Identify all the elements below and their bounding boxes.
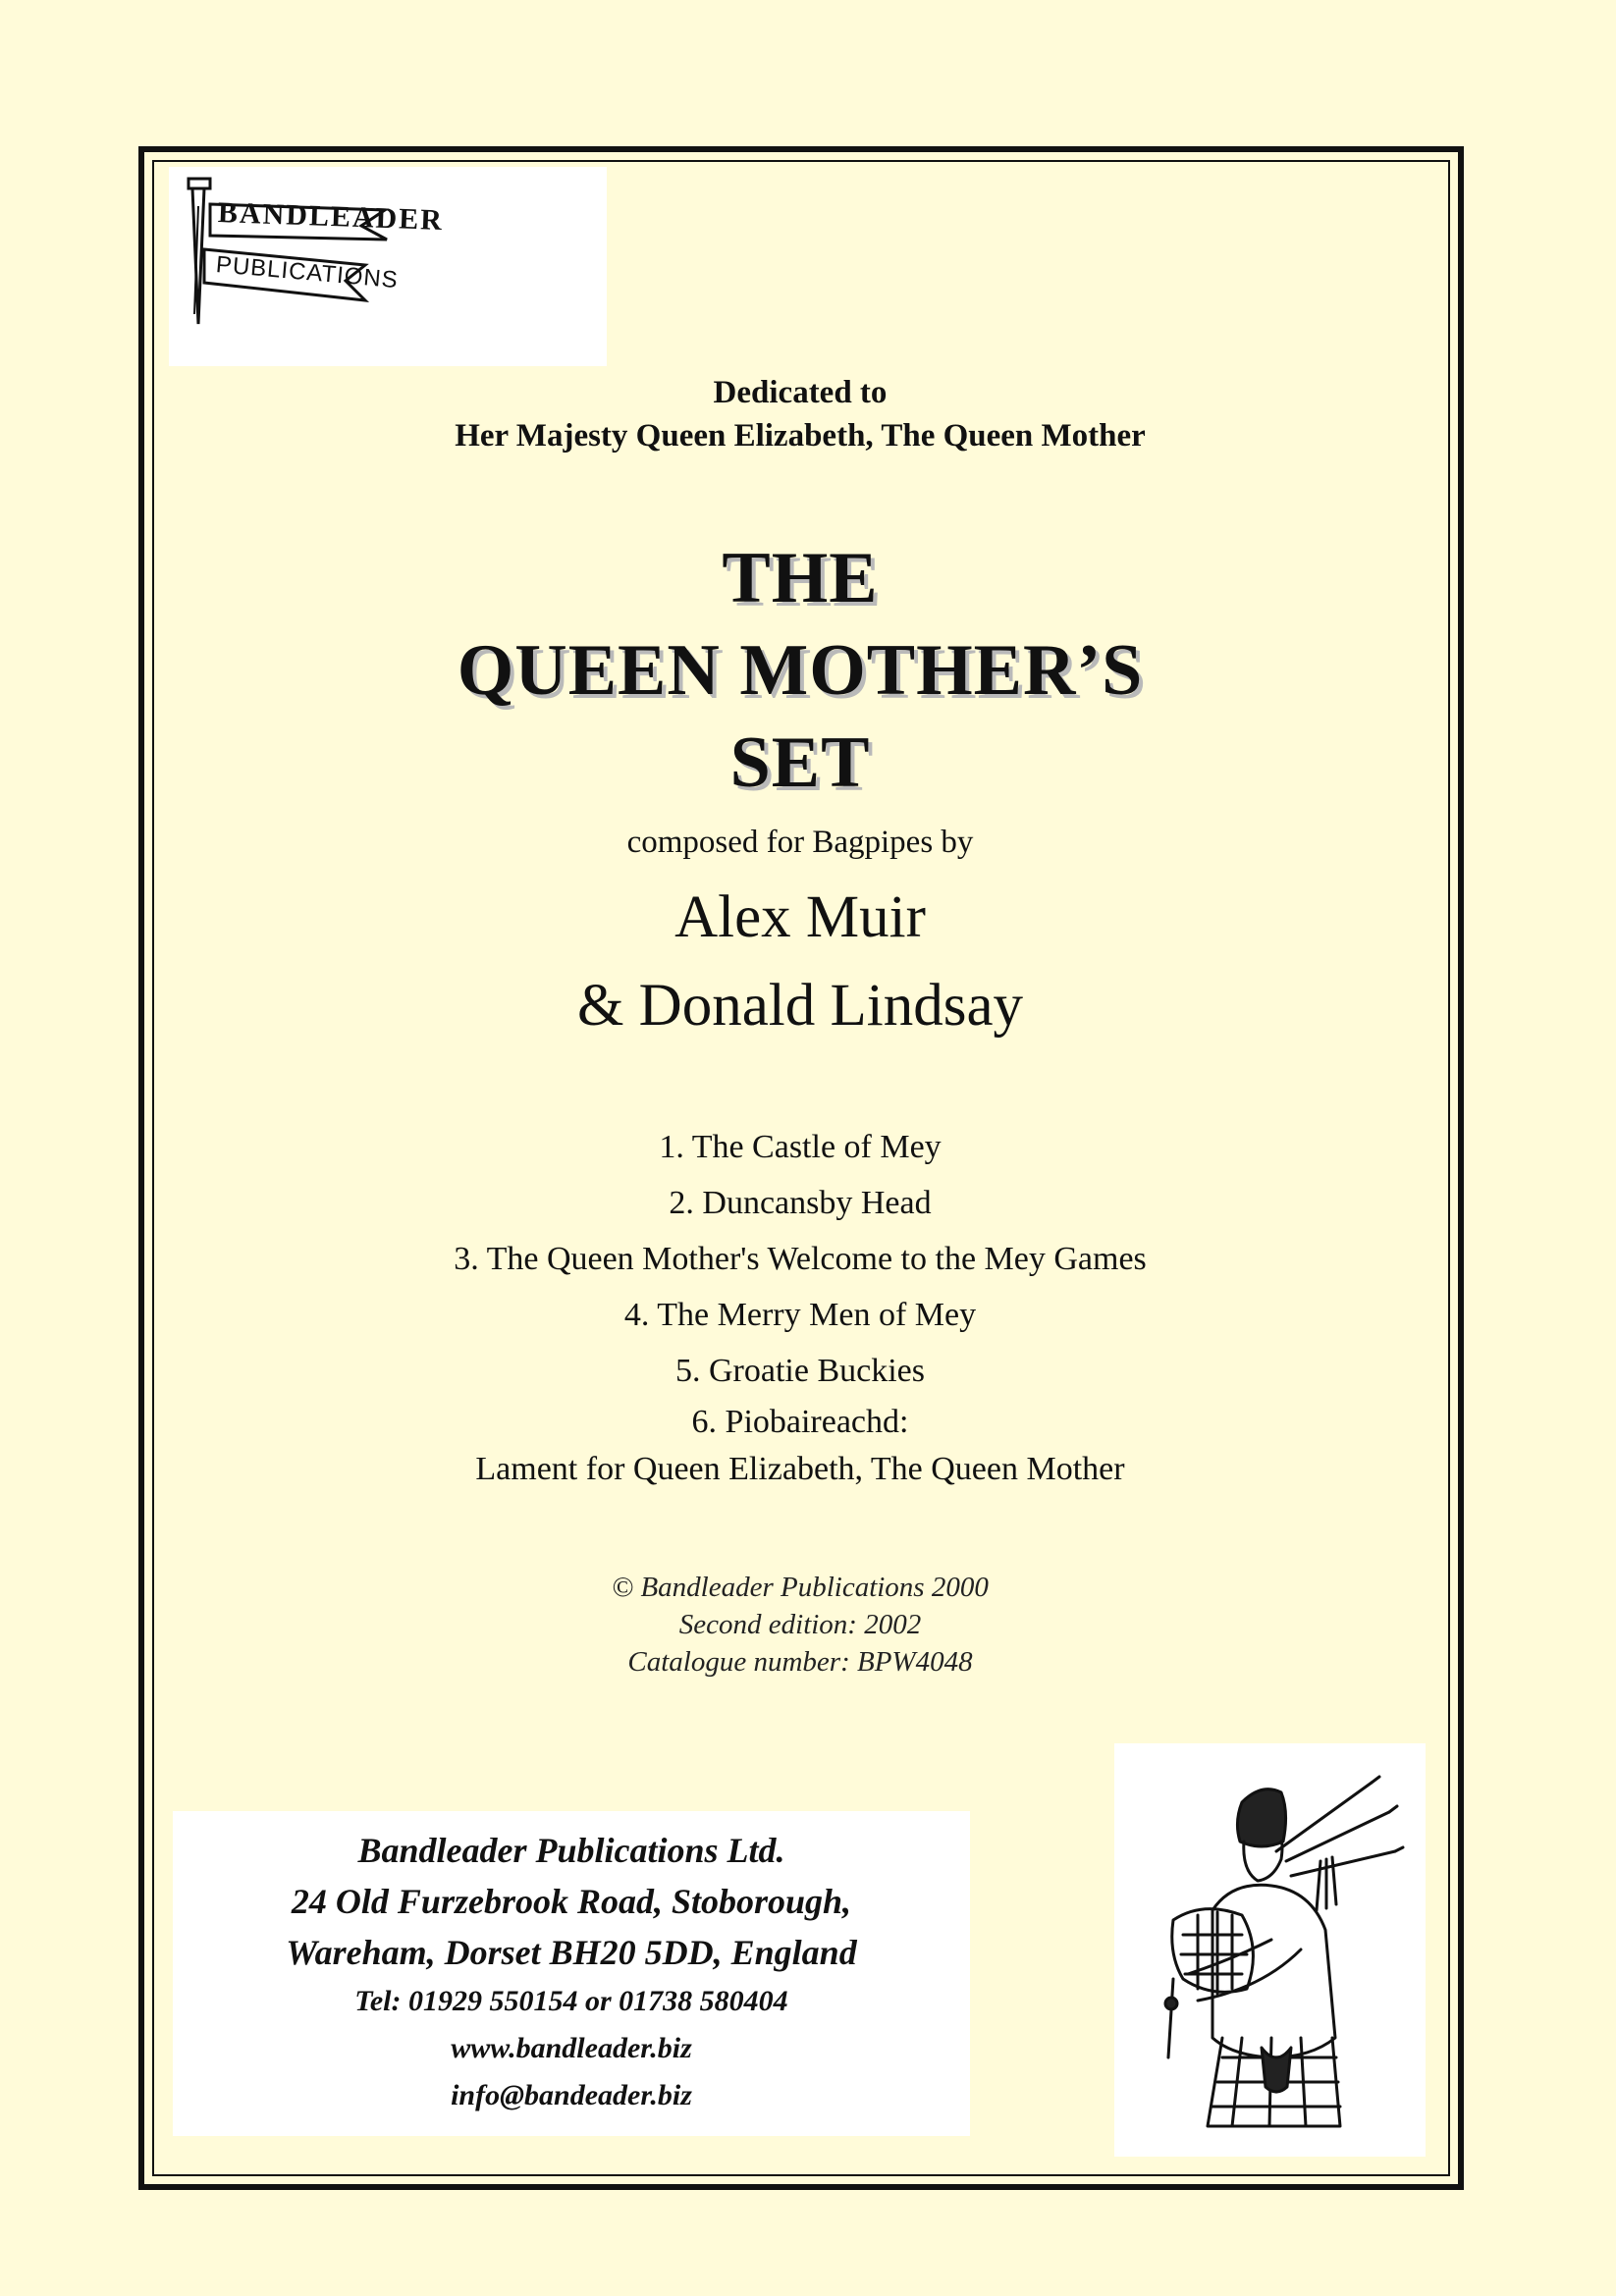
logo-line1: BANDLEADER <box>217 196 445 238</box>
address-street: 24 Old Furzebrook Road, Stoborough, <box>291 1882 852 1921</box>
tune-list <box>157 1119 1443 1493</box>
dedication-line1: Dedicated to <box>713 375 888 410</box>
company-name: Bandleader Publications Ltd. <box>357 1831 785 1870</box>
list-item: 2. Duncansby Head <box>669 1185 932 1221</box>
composer-2: & Donald Lindsay <box>576 973 1024 1039</box>
list-item: 1. The Castle of Mey <box>659 1129 942 1165</box>
bagpiper-icon <box>1114 1743 1426 2157</box>
bandleader-logo <box>169 167 607 366</box>
copyright-line2: Second edition: 2002 <box>678 1609 922 1640</box>
list-item: 5. Groatie Buckies <box>675 1353 925 1389</box>
catalogue-number: Catalogue number: BPW4048 <box>627 1646 973 1678</box>
list-item-continuation: Lament for Queen Elizabeth, The Queen Mother <box>475 1451 1125 1487</box>
logo-line2: PUBLICATIONS <box>214 251 400 294</box>
title-line1: THE <box>722 538 879 618</box>
title-line3: SET <box>729 722 871 803</box>
address-town: Wareham, Dorset BH20 5DD, England <box>286 1933 857 1972</box>
list-item: 4. The Merry Men of Mey <box>623 1297 977 1333</box>
composed-by: composed for Bagpipes by <box>626 825 974 860</box>
dedication <box>157 371 1443 457</box>
piper-illustration <box>1114 1743 1426 2157</box>
telephone: Tel: 01929 550154 or 01738 580404 <box>354 1985 788 2017</box>
email-link[interactable]: info@bandeader.biz <box>451 2079 692 2111</box>
list-item: 3. The Queen Mother's Welcome to the Mey Games <box>454 1241 1147 1277</box>
composer-1: Alex Muir <box>674 884 926 950</box>
dedication-line2: Her Majesty Queen Elizabeth, The Queen Mother <box>455 418 1146 454</box>
title-line2: QUEEN MOTHER’S <box>457 630 1144 711</box>
publisher-address-box <box>173 1811 970 2136</box>
page-title <box>157 532 1443 809</box>
website-link[interactable]: www.bandleader.biz <box>451 2032 692 2064</box>
copyright-notice <box>157 1569 1443 1681</box>
list-item: 6. Piobaireachd: <box>691 1404 909 1440</box>
copyright-line1: © Bandleader Publications 2000 <box>612 1572 989 1603</box>
